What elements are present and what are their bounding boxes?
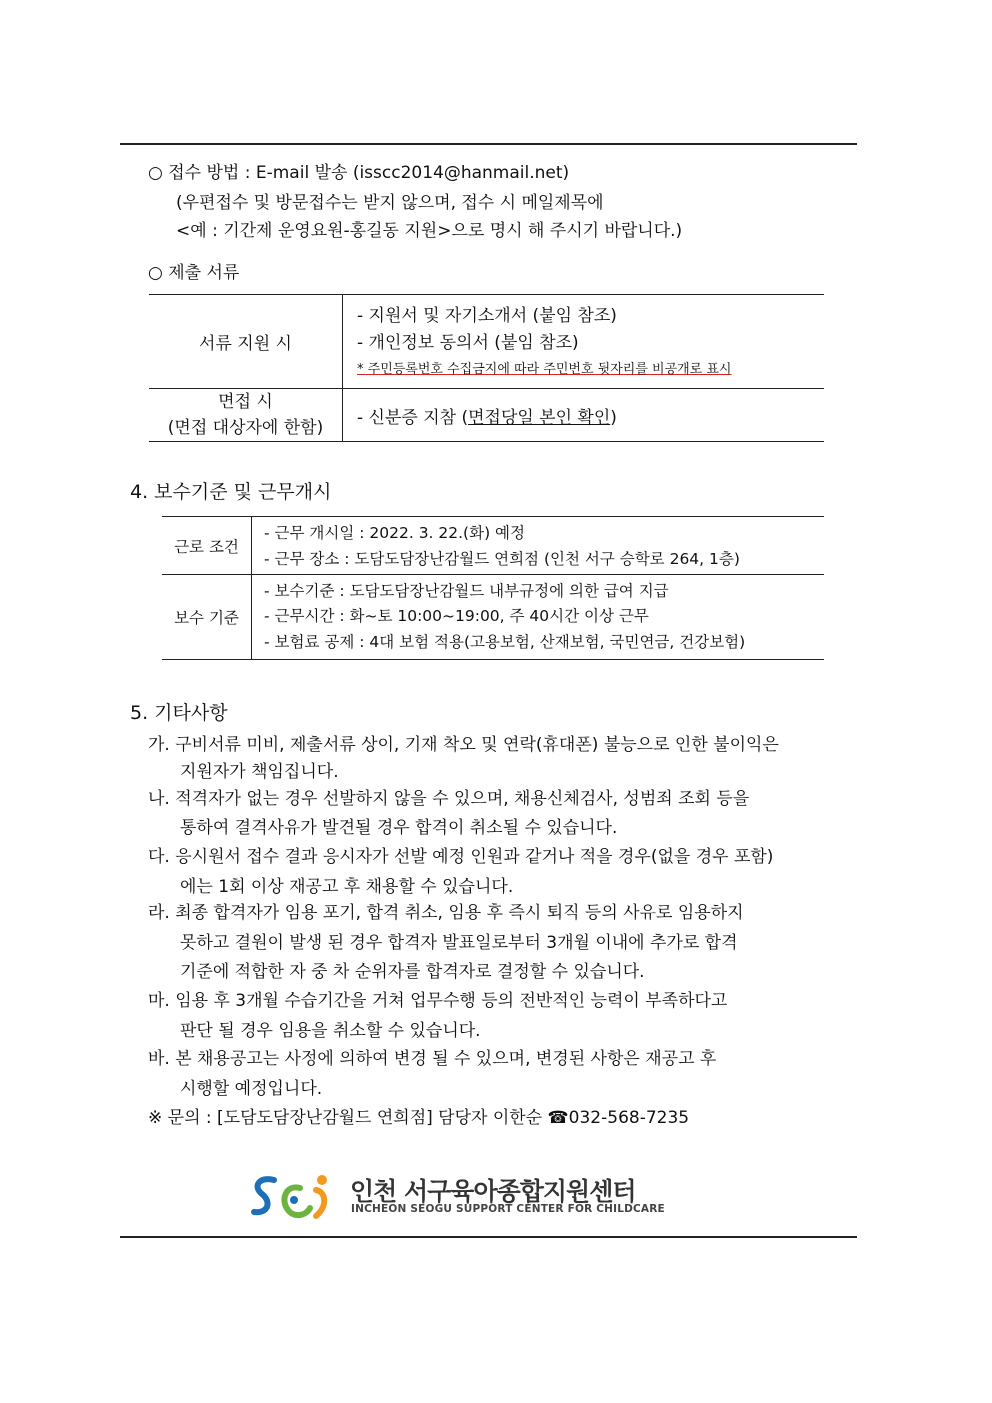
documents-table: [149, 294, 824, 442]
documents-row2-prefix: - 신분증 지참 (: [357, 407, 469, 428]
documents-row1-item: - 지원서 및 자기소개서 (붙임 참조): [357, 306, 617, 326]
section4-row1-item: - 근무 개시일 : 2022. 3. 22.(화) 예정: [264, 523, 525, 542]
section4-row2-label: 보수 기준: [162, 575, 252, 660]
section4-row2-item: - 근무시간 : 화~토 10:00~19:00, 주 40시간 이상 근무: [264, 607, 649, 626]
documents-row2-label-1: 면접 시: [218, 392, 273, 412]
section5-line: 에는 1회 이상 재공고 후 채용할 수 있습니다.: [180, 877, 514, 897]
center-logo-english: INCHEON SEOGU SUPPORT CENTER FOR CHILDCARE: [351, 1203, 665, 1215]
documents-row2-label-2: (면접 대상자에 한함): [167, 418, 324, 438]
section5-line: 마. 임용 후 3개월 수습기간을 거쳐 업무수행 등의 전반적인 능력이 부족하다고: [148, 991, 728, 1011]
reception-note-1: (우편접수 및 방문접수는 받지 않으며, 접수 시 메일제목에: [176, 193, 604, 213]
section4-row2-item: - 보수기준 : 도담도담장난감월드 내부규정에 의한 급여 지급: [264, 581, 669, 600]
documents-row1-note: * 주민등록번호 수집금지에 따라 주민번호 뒷자리를 비공개로 표시: [357, 362, 732, 377]
table-row: [149, 389, 824, 442]
documents-row2-underlined: 면접당일 본인 확인: [468, 407, 611, 428]
section5-line: 통하여 결격사유가 발견될 경우 합격이 취소될 수 있습니다.: [180, 818, 618, 838]
section5-line: 가. 구비서류 미비, 제출서류 상이, 기재 착오 및 연락(휴대폰) 불능으로 인한 불이익은: [148, 735, 779, 755]
bottom-rule: [120, 1236, 857, 1238]
reception-method: ○ 접수 방법 : E-mail 발송 (isscc2014@hanmail.net): [148, 163, 570, 183]
section4-row2-item: - 보험료 공제 : 4대 보험 적용(고용보험, 산재보험, 국민연금, 건강보험): [264, 632, 746, 651]
documents-heading: ○ 제출 서류: [148, 263, 240, 283]
center-logo-mark-icon: [250, 1172, 334, 1222]
section4-row1-label: 근로 조건: [162, 517, 252, 575]
documents-row2-suffix: ): [610, 407, 617, 428]
reception-note-2: <예 : 기간제 운영요원-홍길동 지원>으로 명시 해 주시기 바랍니다.): [176, 221, 683, 241]
section5-line: 못하고 결원이 발생 된 경우 합격자 발표일로부터 3개월 이내에 추가로 합격: [180, 933, 738, 953]
section5-line: 다. 응시원서 접수 결과 응시자가 선발 예정 인원과 같거나 적을 경우(없을 경우 포함): [148, 847, 774, 867]
section5-line: 라. 최종 합격자가 임용 포기, 합격 취소, 임용 후 즉시 퇴직 등의 사유로 임용하지: [148, 903, 744, 923]
section5-line: 판단 될 경우 임용을 취소할 수 있습니다.: [180, 1021, 481, 1041]
section4-row1-item: - 근무 장소 : 도담도담장난감월드 연희점 (인천 서구 승학로 264, 1층): [264, 549, 740, 568]
documents-row1-item: - 개인정보 동의서 (붙임 참조): [357, 333, 579, 353]
section4-title: 4. 보수기준 및 근무개시: [130, 481, 332, 503]
table-row: [162, 517, 824, 575]
center-logo: [250, 1170, 665, 1222]
section5-line: 시행할 예정입니다.: [180, 1079, 323, 1099]
section5-line: 기준에 적합한 자 중 차 순위자를 합격자로 결정할 수 있습니다.: [180, 962, 645, 982]
section5-line: 바. 본 채용공고는 사정에 의하여 변경 될 수 있으며, 변경된 사항은 재공고 후: [148, 1049, 717, 1069]
contact-line: ※ 문의 : [도담도담장난감월드 연희점] 담당자 이한순 ☎032-568-7235: [148, 1108, 690, 1128]
top-rule: [120, 143, 857, 145]
section5-title: 5. 기타사항: [130, 702, 228, 724]
table-row: [162, 575, 824, 660]
table-row: [149, 295, 824, 389]
section4-table: [162, 516, 824, 660]
section5-line: 지원자가 책임집니다.: [180, 762, 339, 782]
section5-line: 나. 적격자가 없는 경우 선발하지 않을 수 있으며, 채용신체검사, 성범죄 조회 등을: [148, 789, 750, 809]
documents-row1-label: 서류 지원 시: [149, 295, 343, 389]
center-logo-korean: 인천 서구육아종합지원센터: [350, 1177, 636, 1206]
